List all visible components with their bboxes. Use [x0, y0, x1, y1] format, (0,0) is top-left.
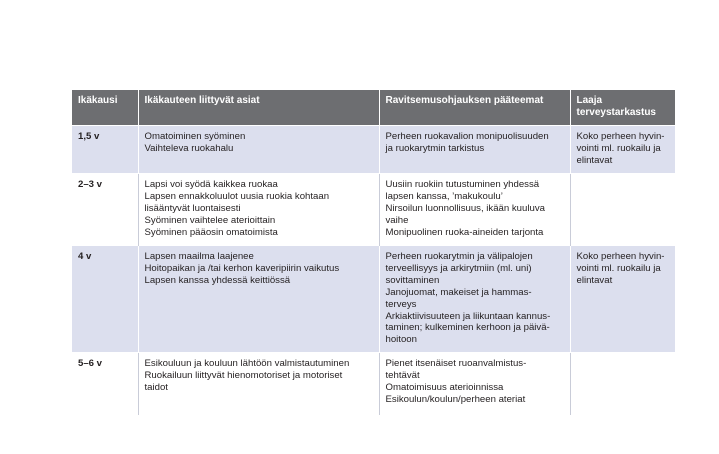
cell-line: tehtävät — [385, 369, 420, 381]
asiat-cell — [138, 246, 379, 353]
table-row — [72, 353, 675, 415]
header-line: terveystarkastus — [576, 107, 656, 118]
teemat-cell — [379, 174, 570, 246]
cell-line: Monipuolinen ruoka-aineiden tarjonta — [385, 226, 544, 238]
cell-line: Perheen ruokavalion monipuolisuuden — [385, 131, 549, 142]
cell-line: Koko perheen hyvin- — [576, 251, 665, 262]
cell-line: elintavat — [576, 154, 613, 166]
asiat-cell — [138, 353, 379, 415]
header-ikakauteen-liittyvat-asiat: Ikäkauteen liittyvät asiat — [138, 90, 379, 126]
cell-line: Syöminen vaihtelee aterioittain — [144, 214, 276, 226]
cell-line: Lapsen kanssa yhdessä keittiössä — [144, 274, 291, 286]
cell-line: elintavat — [576, 274, 613, 286]
cell-line: Ruokailuun liittyvät hienomotoriset ja motoriset — [144, 369, 343, 381]
cell-line: terveys — [385, 298, 417, 310]
tarkastus-cell — [570, 353, 675, 415]
asiat-cell — [138, 126, 379, 174]
tarkastus-cell — [570, 126, 675, 174]
cell-line: Perheen ruokarytmin ja välipalojen — [385, 251, 533, 262]
cell-line: hoitoon — [385, 334, 417, 346]
tarkastus-cell — [570, 246, 675, 353]
cell-line: sovittaminen — [385, 274, 440, 286]
cell-line: vointi ml. ruokailu ja — [576, 262, 661, 274]
teemat-cell — [379, 353, 570, 415]
cell-line: vointi ml. ruokailu ja — [576, 142, 661, 154]
cell-line: Uusiin ruokiin tutustuminen yhdessä — [385, 179, 540, 190]
tarkastus-cell — [570, 174, 675, 246]
cell-line: lapsen kanssa, ’makukoulu’ — [385, 190, 503, 202]
cell-line: Esikoulun/koulun/perheen ateriat — [385, 393, 526, 405]
teemat-cell — [379, 246, 570, 353]
cell-line: Pienet itsenäiset ruoanvalmistus- — [385, 358, 527, 369]
cell-line: Lapsen ennakkoluulot uusia ruokia kohtaan — [144, 190, 330, 202]
cell-line: terveellisyys ja arkirytmiin (ml. uni) — [385, 262, 532, 274]
cell-line: Lapsi voi syödä kaikkea ruokaa — [144, 179, 278, 190]
cell-line: Esikouluun ja kouluun lähtöön valmistautuminen — [144, 358, 350, 369]
header-ikakausi: Ikäkausi — [72, 90, 138, 126]
cell-line: lisääntyvät luontaisesti — [144, 202, 241, 214]
cell-line: Koko perheen hyvin- — [576, 131, 665, 142]
header-row — [72, 90, 675, 126]
cell-line: Arkiaktiivisuuteen ja liikuntaan kannus- — [385, 310, 551, 322]
cell-line: taminen; kulkeminen kerhoon ja päivä- — [385, 322, 550, 334]
cell-line: Nirsoilun luonnollisuus, ikään kuuluva — [385, 202, 545, 214]
header-laaja-terveystarkastus — [570, 90, 675, 126]
age-cell: 1,5 v — [72, 126, 138, 174]
age-cell: 2–3 v — [72, 174, 138, 246]
age-cell: 5–6 v — [72, 353, 138, 415]
table-row — [72, 126, 675, 174]
cell-line: Syöminen pääosin omatoimista — [144, 226, 278, 238]
cell-line: taidot — [144, 381, 168, 393]
cell-line: Vaihteleva ruokahalu — [144, 142, 234, 154]
table-row — [72, 246, 675, 353]
cell-line: Janojuomat, makeiset ja hammas- — [385, 286, 532, 298]
cell-line: vaihe — [385, 214, 409, 226]
cell-line: Hoitopaikan ja /tai kerhon kaveripiirin vaikutus — [144, 262, 340, 274]
cell-line: Omatoiminen syöminen — [144, 131, 246, 142]
header-line: Laaja — [576, 95, 603, 106]
cell-line: Omatoimisuus aterioinnissa — [385, 381, 504, 393]
teemat-cell — [379, 126, 570, 174]
age-cell: 4 v — [72, 246, 138, 353]
asiat-cell — [138, 174, 379, 246]
table-row — [72, 174, 675, 246]
cell-line: ja ruokarytmin tarkistus — [385, 142, 485, 154]
header-ravitsemusohjauksen-paateemat: Ravitsemusohjauksen pääteemat — [379, 90, 570, 126]
cell-line: Lapsen maailma laajenee — [144, 251, 254, 262]
nutrition-guidance-table — [72, 90, 675, 415]
